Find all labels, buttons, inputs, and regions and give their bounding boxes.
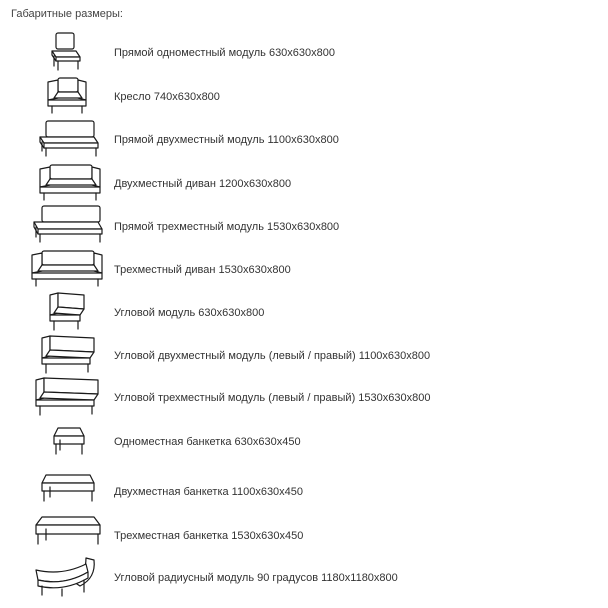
item-label: Прямой двухместный модуль 1100x630x800 — [114, 134, 339, 146]
single-bench-icon — [28, 420, 104, 462]
single-chair-icon — [28, 31, 104, 73]
double-bench-icon — [28, 469, 104, 511]
triple-module-icon — [28, 204, 104, 246]
item-label: Прямой одноместный модуль 630x630x800 — [114, 47, 336, 59]
item-label: Двухместный диван 1200x630x800 — [114, 178, 292, 190]
double-sofa-icon — [28, 161, 104, 203]
corner-triple-module-icon — [28, 376, 104, 418]
triple-sofa-icon — [28, 247, 104, 289]
item-label: Двухместная банкетка 1100x630x450 — [114, 486, 304, 498]
item-label: Прямой трехместный модуль 1530x630x800 — [114, 221, 340, 233]
double-module-icon — [28, 117, 104, 159]
triple-bench-icon — [28, 513, 104, 555]
item-label: Трехместный диван 1530x630x800 — [114, 264, 291, 276]
item-label: Угловой трехместный модуль (левый / правый) 1530x630x800 — [114, 392, 431, 404]
item-label: Угловой модуль 630x630x800 — [114, 307, 265, 319]
armchair-icon — [28, 74, 104, 116]
item-label: Трехместная банкетка 1530x630x450 — [114, 530, 304, 542]
item-label: Одноместная банкетка 630x630x450 — [114, 436, 301, 448]
corner-double-module-icon — [28, 334, 104, 376]
corner-module-icon — [28, 291, 104, 333]
item-label: Угловой радиусный модуль 90 градусов 1180x1180x800 — [114, 572, 398, 584]
item-label: Угловой двухместный модуль (левый / правый) 1100x630x800 — [114, 350, 431, 362]
item-label: Кресло 740x630x800 — [114, 91, 220, 103]
page-heading: Габаритные размеры: — [11, 8, 123, 20]
radius-corner-module-icon — [28, 556, 104, 598]
